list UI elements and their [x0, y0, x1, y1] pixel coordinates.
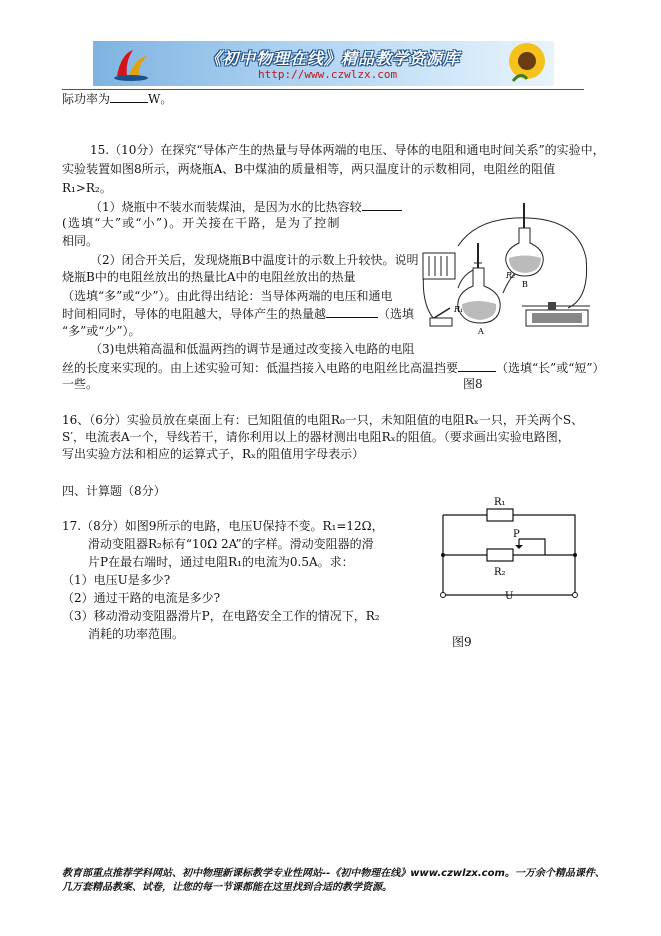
question-15-line: 一些。 [62, 377, 99, 391]
text-line: 际功率为 W。 [62, 89, 172, 108]
figure-8-apparatus [418, 198, 593, 358]
banner-url[interactable]: http://www.czwlzx.com [258, 68, 398, 81]
site-logo-icon [111, 46, 151, 82]
question-15-line: （选填“多”或“少”）。由此得出结论：当导体两端的电压和通电 [62, 289, 393, 303]
figure-9-caption: 图9 [452, 635, 472, 649]
label-b: B [522, 280, 528, 289]
section-heading: 四、计算题（8分） [62, 484, 166, 498]
question-17-line: （3）移动滑动变阻器滑片P，在电路安全工作的情况下，R₂ [62, 609, 380, 623]
question-15-line: （3)电烘箱高温和低温两挡的调节是通过改变接入电路的电阻 [90, 342, 415, 356]
question-15-line: 烧瓶B中的电阻丝放出的热量比A中的电阻丝放出的热量 [62, 270, 356, 284]
question-15-line: 相同。 [62, 234, 99, 248]
question-15-line: R₁>R₂。 [62, 181, 112, 195]
answer-blank[interactable] [326, 304, 378, 318]
question-15-line: （1）烧瓶中不装水而装煤油，是因为水的比热容较 [90, 197, 402, 216]
footer-line: 教育部重点推荐学科网站、初中物理新课标教学专业性网站--《初中物理在线》www.czwlzx.com。一万余个精品课件、 [62, 868, 605, 879]
label-r1: R₁ [454, 305, 464, 314]
answer-blank[interactable] [458, 358, 496, 372]
question-15-line: “多”或“少”）。 [62, 324, 141, 338]
question-17-line: （1）电压U是多少? [62, 573, 171, 587]
question-17-line: 消耗的功率范围。 [88, 627, 185, 641]
figure-9-circuit [435, 495, 585, 610]
question-16-line: S′，电流表A一个，导线若干，请你利用以上的器材测出电阻Rₓ的阻值。（要求画出实验电路图， [62, 430, 570, 444]
question-15-line: 实验装置如图8所示，两烧瓶A、B中煤油的质量相等，两只温度计的示数相同，电阻丝的阻值 [62, 162, 556, 176]
figure-8-caption: 图8 [463, 377, 483, 391]
label-u: U [505, 591, 514, 602]
header-banner [93, 41, 554, 86]
footer-line: 几万套精品教案、试卷，让您的每一节课都能在这里找到合适的教学资源。 [62, 882, 392, 893]
question-16-line: 写出实验方法和相应的运算式子，Rₓ的阻值用字母表示） [62, 447, 365, 461]
question-15-line: 时间相同时，导体的电阻越大，导体产生的热量越 （选填 [62, 304, 414, 323]
label-p: P [513, 529, 520, 540]
question-17-line: 滑动变阻器R₂标有“10Ω 2A”的字样。滑动变阻器的滑 [88, 537, 374, 551]
sunflower-icon [493, 41, 554, 86]
question-17-line: 片P在最右端时，通过电阻R₁的电流为0.5A。求： [88, 555, 354, 569]
question-15-line: 丝的长度来实现的。由上述实验可知：低温挡接入电路的电阻丝比高温挡要 （选填“长”或“短”） [62, 358, 605, 377]
label-r1: R₁ [494, 497, 506, 508]
label-a: A [478, 327, 484, 336]
banner-title: 《初中物理在线》精品教学资源库 [205, 49, 461, 68]
answer-blank[interactable] [362, 197, 402, 211]
question-15-line: (选填“大”或“小”)。开关接在干路，是为了控制 [62, 216, 341, 230]
question-15-line: 15.（10分）在探究“导体产生的热量与导体两端的电压、导体的电阻和通电时间关系”的实验中， [90, 143, 605, 157]
question-15-line: （2）闭合开关后，发现烧瓶B中温度计的示数上升较快。说明 [90, 253, 419, 267]
label-r2: R₂ [494, 567, 506, 578]
question-17-line: （2）通过干路的电流是多少? [62, 591, 221, 605]
answer-blank[interactable] [110, 89, 148, 103]
question-17-line: 17.（8分）如图9所示的电路，电压U保持不变。R₁=12Ω， [62, 519, 384, 533]
question-16-line: 16、（6分）实验员放在桌面上有：已知阻值的电阻R₀一只，未知阻值的电阻Rₓ一只，开关两个S、 [62, 413, 584, 427]
label-r2: R₂ [506, 271, 516, 280]
